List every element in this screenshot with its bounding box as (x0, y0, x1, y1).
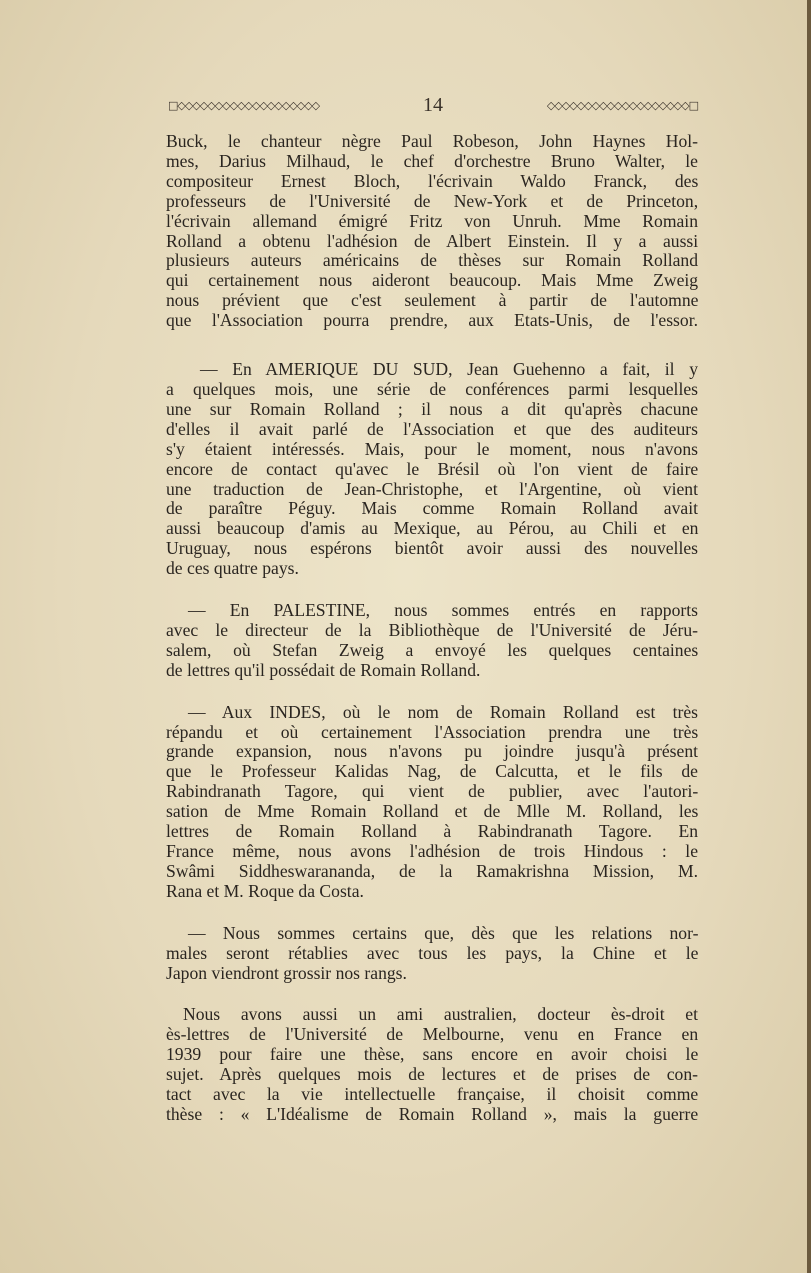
text-line: — Nous sommes certains que, dès que les relations nor- (188, 922, 699, 943)
ornament-left: □◇◇◇◇◇◇◇◇◇◇◇◇◇◇◇◇◇◇◇ (168, 98, 320, 112)
text-line: nous prévient que c'est seulement à partir de l'automne (166, 290, 699, 311)
text-line: encore de contact qu'avec le Brésil où l'on vient de faire (166, 458, 699, 479)
text-line: Rolland a obtenu l'adhésion de Albert Einstein. Il y a aussi (166, 230, 699, 251)
text-line: — En PALESTINE, nous sommes entrés en rapports (188, 600, 698, 621)
text-line: l'écrivain allemand émigré Fritz von Unruh. Mme Romain (166, 210, 698, 231)
text-line: grande expansion, nous n'avons pu joindre jusqu'à présent (166, 741, 698, 762)
text-line: que l'Association pourra prendre, aux Etats-Unis, de l'essor. (166, 310, 698, 331)
text-line: a quelques mois, une série de conférences parmi lesquelles (166, 378, 698, 399)
text-line: Nous avons aussi un ami australien, docteur ès-droit et (183, 1004, 698, 1025)
text-line: sujet. Après quelques mois de lectures et de prises de con- (166, 1064, 698, 1085)
text-line: une sur Romain Rolland ; il nous a dit qu'après chacune (166, 398, 699, 419)
text-line: répandu et où certainement l'Association prendra une très (166, 721, 699, 742)
text-line: mes, Darius Milhaud, le chef d'orchestre Bruno Walter, le (166, 150, 698, 171)
text-line: ès-lettres de l'Université de Melbourne, venu en France en (166, 1024, 699, 1045)
text-line: tact avec la vie intellectuelle française, il choisit comme (166, 1084, 699, 1105)
text-line: d'elles il avait parlé de l'Association et que des auditeurs (166, 418, 698, 439)
text-line: qui certainement nous aideront beaucoup. Mais Mme Zweig (166, 270, 699, 291)
text-line: Rana et M. Roque da Costa. (166, 880, 364, 901)
paragraph-south-america (166, 360, 698, 579)
text-line: s'y étaient intéressés. Mais, pour le moment, nous n'avons (166, 438, 698, 459)
text-line: — Aux INDES, où le nom de Romain Rolland est très (188, 701, 698, 722)
text-line: France même, nous avons l'adhésion de trois Hindous : le (166, 841, 698, 861)
body-text (166, 132, 698, 1125)
page-header (168, 92, 698, 118)
text-line: de ces quatre pays. (166, 558, 299, 579)
text-line: Swâmi Siddheswarananda, de la Ramakrishna Mission, M. (166, 860, 698, 881)
text-line: aussi beaucoup d'amis au Mexique, au Pérou, au Chili et en (166, 518, 699, 539)
text-line: sation de Mme Romain Rolland et de Mlle M. Rolland, les (166, 801, 699, 822)
text-line: salem, où Stefan Zweig a envoyé les quelques centaines (166, 639, 699, 660)
text-line: Buck, le chanteur nègre Paul Robeson, John Haynes Hol- (166, 131, 698, 151)
text-line: plusieurs auteurs américains de thèses sur Romain Rolland (166, 250, 698, 271)
paragraph-usa (166, 132, 698, 331)
text-line: males seront rétablies avec tous les pays, la Chine et le (166, 942, 699, 963)
text-line: professeurs de l'Université de New-York et de Princeton, (166, 190, 699, 211)
ornament-right: ◇◇◇◇◇◇◇◇◇◇◇◇◇◇◇◇◇◇◇□ (546, 98, 698, 112)
paragraph-india (166, 703, 698, 902)
paragraph-china-japan (166, 924, 698, 984)
text-line: de lettres qu'il possédait de Romain Rolland. (166, 659, 481, 680)
text-line: que le Professeur Kalidas Nag, de Calcutta, et le fils de (166, 761, 698, 782)
paragraph-palestine (166, 601, 698, 681)
text-line: lettres de Romain Rolland à Rabindranath Tagore. En (166, 821, 698, 842)
page-edge (807, 0, 811, 1273)
text-line: une traduction de Jean-Christophe, et l'Argentine, où vient (166, 478, 698, 499)
text-line: Rabindranath Tagore, qui vient de publier, avec l'autori- (166, 781, 699, 802)
text-line: thèse : « L'Idéalisme de Romain Rolland », mais la guerre (166, 1103, 699, 1124)
page-number: 14 (423, 93, 443, 116)
text-line: de paraître Péguy. Mais comme Romain Rolland avait (166, 498, 698, 519)
text-line: compositeur Ernest Bloch, l'écrivain Waldo Franck, des (166, 170, 699, 191)
text-line: 1939 pour faire une thèse, sans encore en avoir choisi le (166, 1044, 699, 1065)
text-line: Japon viendront grossir nos rangs. (166, 962, 407, 983)
paragraph-australia (166, 1005, 698, 1124)
text-line: Uruguay, nous espérons bientôt avoir aussi des nouvelles (166, 538, 698, 559)
text-line: — En AMERIQUE DU SUD, Jean Guehenno a fait, il y (200, 359, 698, 380)
text-line: avec le directeur de la Bibliothèque de l'Université de Jéru- (166, 619, 698, 640)
